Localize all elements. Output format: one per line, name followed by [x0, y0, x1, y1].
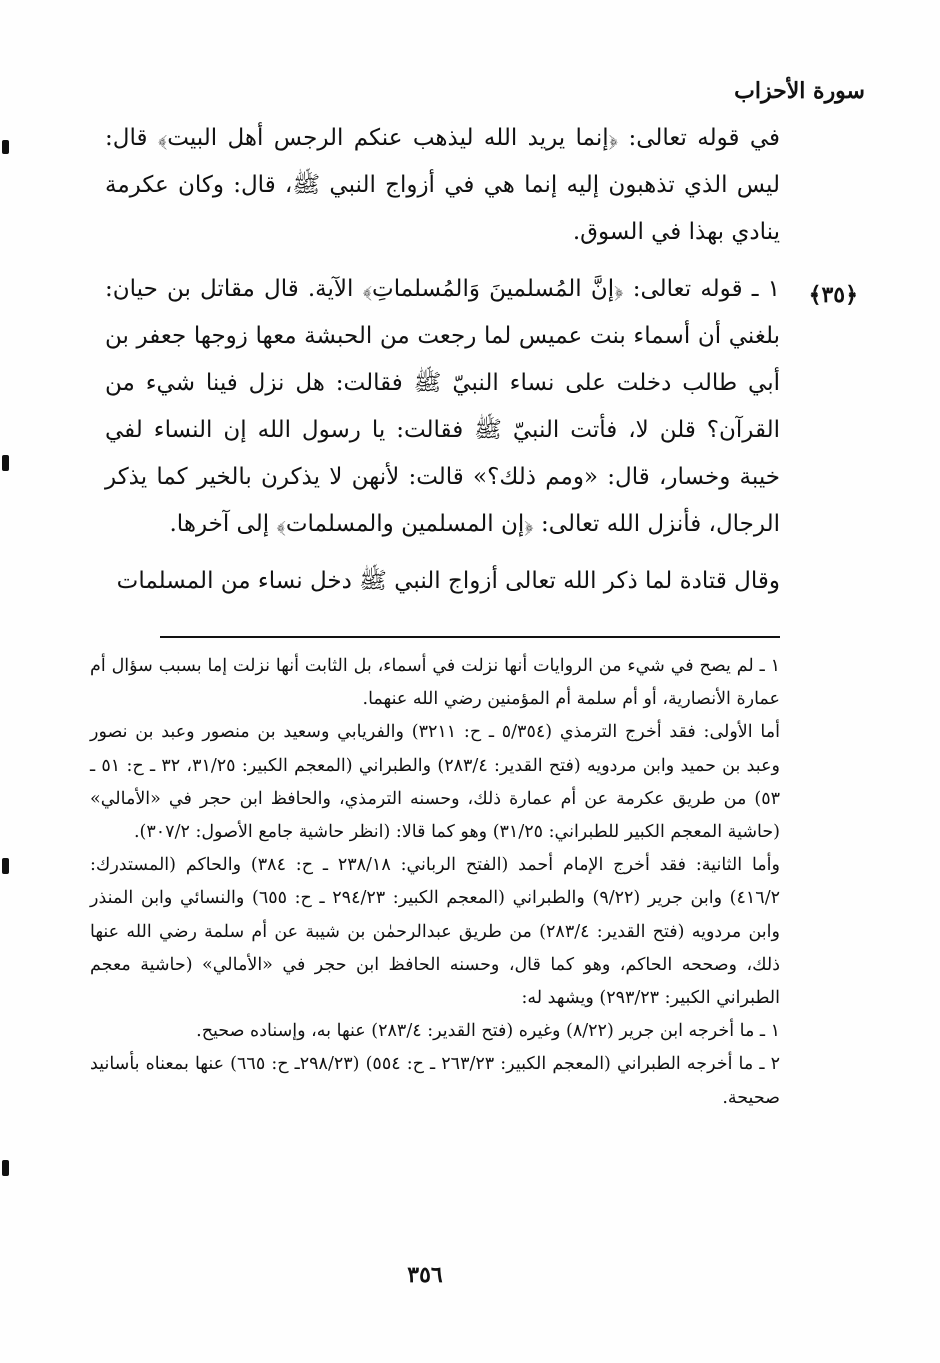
- footnote-divider: [160, 636, 780, 638]
- scan-edge-mark: [2, 455, 9, 471]
- qatada-paragraph: وقال قتادة لما ذكر الله تعالى أزواج النبي ﷺ دخل نساء من المسلمات: [116, 568, 780, 594]
- footnote-main: ١ ـ لم يصح في شيء من الروايات أنها نزلت في أسماء، بل الثابت أنها نزلت إما بسبب سؤال أم عمارة الأنصارية، أو أم سلمة أم المؤمنين رضي الله عنهما.: [90, 656, 780, 710]
- footnotes: [90, 650, 780, 1115]
- surah-title: سورة الأحزاب: [734, 78, 865, 104]
- scan-edge-mark: [2, 140, 9, 154]
- scan-edge-mark: [2, 858, 9, 874]
- intro-paragraph: في قوله تعالى: ﴿إنما يريد الله ليذهب عنكم الرجس أهل البيت﴾ قال: ليس الذي تذهبون إليه إنما هي في أزواج النبي ﷺ، قال: وكان عكرمة ينادي بهذا في السوق.: [105, 125, 780, 245]
- footnote-second-narration: وأما الثانية: فقد أخرج الإمام أحمد (الفتح الرباني: ٢٣٨/١٨ ـ ح: ٣٨٤) والحاكم (المستدرك: ٤١٦/٢) وابن جرير (٩/٢٢) والطبراني (المعجم الكبير: ٢٩٤/٢٣ ـ ح: ٦٥٥) والنسائي وابن المنذر وابن مردويه (فتح القدير: ٢٨٣/٤) من طريق عبدالرحمٰن بن شيبة عن أم سلمة رضي الله عنها ذلك، وصححه الحاكم، وهو كما قال، وحسنه الحافظ ابن حجر في «الأمالي» (حاشية معجم الطبراني الكبير: ٢٩٣/٢٣) ويشهد له:: [90, 855, 780, 1009]
- hadith-paragraph: ١ ـ قوله تعالى: ﴿إنَّ المُسلمينَ وَالمُسلماتِ﴾ الآية. قال مقاتل بن حيان: بلغني أن أسماء بنت عميس لما رجعت من الحبشة معها زوجها جعفر بن أبي طالب دخلت على نساء النبيّ ﷺ فقالت: هل نزل فينا شيء من القرآن؟ قلن لا، فأتت النبيّ ﷺ فقالت: يا رسول الله إن النساء لفي خيبة وخسار، قال: «ومم ذلك؟» قالت: لأنهن لا يذكرن بالخير كما يذكر الرجال، فأنزل الله تعالى: ﴿إن المسلمين والمسلمات﴾ إلى آخرها.: [105, 276, 780, 537]
- main-text: [105, 115, 780, 615]
- verse-number: ﴿٣٥﴾: [808, 282, 858, 308]
- page-number: ٣٥٦: [407, 1262, 443, 1288]
- footnote-witness-2: ٢ ـ ما أخرجه الطبراني (المعجم الكبير: ٢٦٣/٢٣ ـ ح: ٥٥٤) (٢٩٨/٢٣ـ ح: ٦٦٥) عنها بمعناه بأسانيد صحيحة.: [90, 1054, 780, 1108]
- scan-edge-mark: [2, 1160, 9, 1176]
- footnote-first-narration: أما الأولى: فقد أخرج الترمذي (٥/٣٥٤ ـ ح: ٣٢١١) والفريابي وسعيد بن منصور وعبد بن نصور وعبد بن حميد وابن مردويه (فتح القدير: ٢٨٣/٤) والطبراني (المعجم الكبير: ٣١/٢٥، ٣٢ ـ ح: ٥١ ـ ٥٣) من طريق عكرمة عن أم عمارة ذلك، وحسنه الترمذي، والحافظ ابن حجر في «الأمالي» (حاشية المعجم الكبير للطبراني: ٣١/٢٥) وهو كما قالا: (انظر حاشية جامع الأصول: ٣٠٧/٢).: [90, 722, 780, 843]
- footnote-witness-1: ١ ـ ما أخرجه ابن جرير (٨/٢٢) وغيره (فتح القدير: ٢٨٣/٤) عنها به، وإسناده صحيح.: [196, 1021, 780, 1042]
